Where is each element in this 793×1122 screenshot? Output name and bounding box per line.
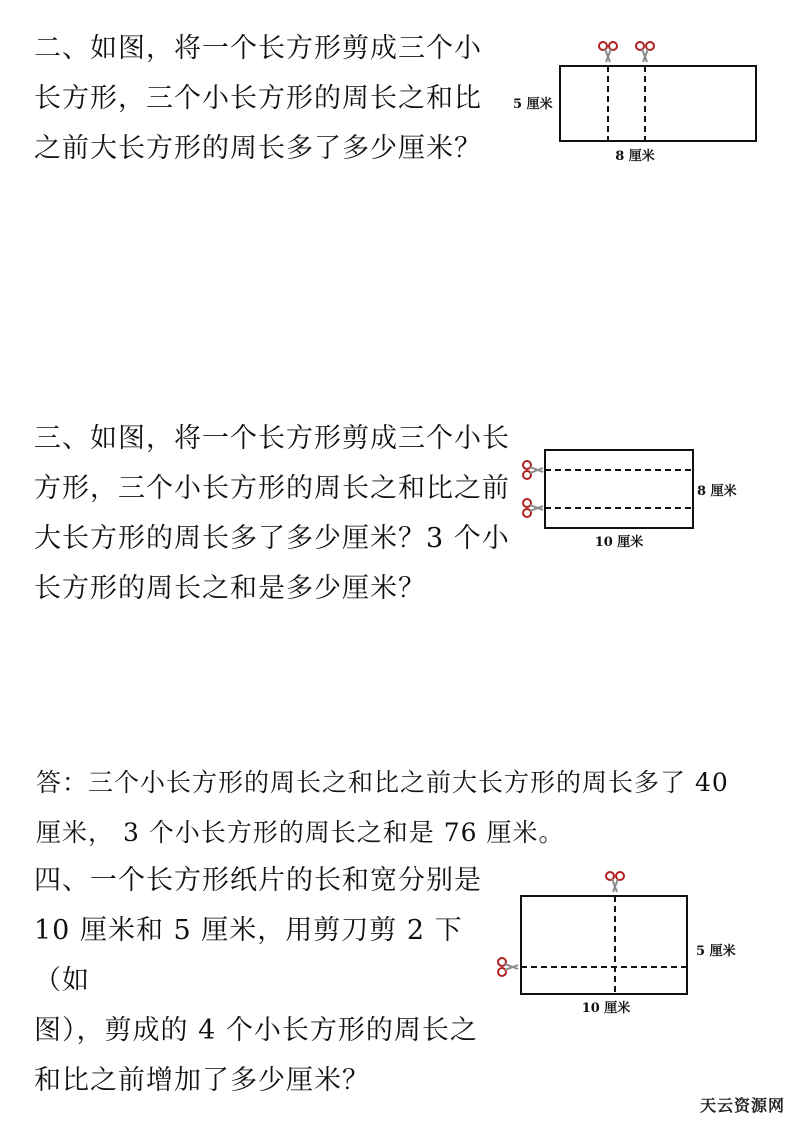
- question-4: [34, 856, 494, 1106]
- question-4-line-2: 10 厘米和 5 厘米，用剪刀剪 2 下（如: [34, 915, 463, 996]
- big-rectangle: [545, 450, 693, 528]
- question-4-line-4: 和比之前增加了多少厘米？: [34, 1065, 370, 1096]
- question-3-line-1: 三、如图，将一个长方形剪成三个小长: [34, 423, 510, 454]
- width-label: 10 厘米: [581, 1001, 631, 1016]
- scissors-icon: [636, 42, 654, 62]
- answer: [36, 758, 766, 858]
- question-2-line-1: 二、如图，将一个长方形剪成三个小: [34, 33, 482, 64]
- big-rectangle: [521, 896, 687, 994]
- question-2-line-3: 之前大长方形的周长多了多少厘米？: [34, 133, 482, 164]
- scissors-icon: [523, 499, 543, 517]
- big-rectangle: [560, 66, 756, 141]
- question-4-figure: [490, 866, 775, 1026]
- scissors-icon: [523, 461, 543, 479]
- question-3-line-2: 方形，三个小长方形的周长之和比之前: [34, 473, 510, 504]
- question-4-line-1: 四、一个长方形纸片的长和宽分别是: [34, 865, 482, 896]
- question-4-line-3: 图），剪成的 4 个小长方形的周长之: [34, 1015, 478, 1046]
- answer-line-1: 答：三个小长方形的周长之和比之前大长方形的周长多了 40: [36, 768, 729, 797]
- question-2-line-2: 长方形，三个小长方形的周长之和比: [34, 83, 482, 114]
- height-label: 5 厘米: [513, 97, 553, 112]
- answer-line-2: 厘米， 3 个小长方形的周长之和是 76 厘米。: [36, 818, 565, 847]
- watermark: 天云资源网: [699, 1096, 785, 1115]
- scissors-icon: [498, 958, 518, 976]
- height-label: 5 厘米: [696, 944, 736, 959]
- question-3-line-4: 长方形的周长之和是多少厘米？: [34, 573, 426, 604]
- question-3-figure: [515, 438, 775, 558]
- width-label: 10 厘米: [594, 535, 644, 550]
- scissors-icon: [606, 872, 624, 892]
- height-label: 8 厘米: [697, 484, 737, 499]
- question-2-figure: [505, 34, 775, 174]
- scissors-icon: [599, 42, 617, 62]
- width-label: 8 厘米: [615, 149, 655, 164]
- question-2: [34, 24, 514, 174]
- question-3-line-3: 大长方形的周长多了多少厘米？3 个小: [34, 523, 510, 554]
- question-3: [34, 414, 524, 614]
